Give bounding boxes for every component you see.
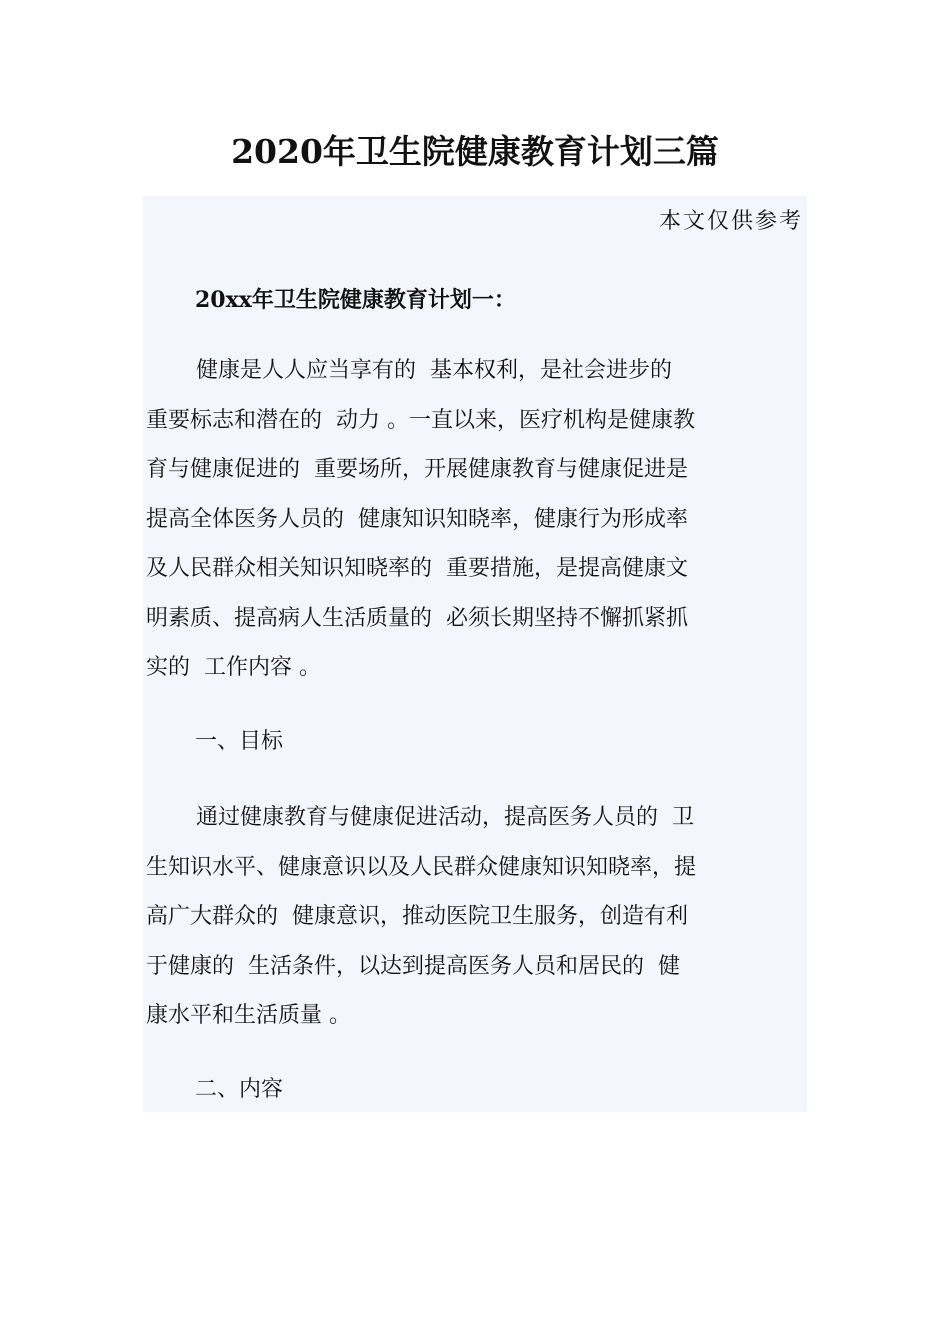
plan-heading: 20xx年卫生院健康教育计划一： (195, 287, 516, 313)
document-body (143, 196, 807, 1112)
disclaimer-note: 本文仅供参考 (658, 209, 803, 234)
paragraph-line: 重要标志和潜在的 动力 。一直以来，医疗机构是健康教 (146, 407, 695, 433)
paragraph-line: 生知识水平、健康意识以及人民群众健康知识知晓率，提 (146, 854, 697, 880)
paragraph-line: 康水平和生活质量 。 (146, 1003, 351, 1028)
paragraph-line: 及人民群众相关知识知晓率的 重要措施，是提高健康文 (146, 556, 688, 581)
paragraph-line: 明素质、提高病人生活质量的 必须长期坚持不懈抓紧抓 (146, 605, 688, 631)
goals-paragraph (146, 793, 804, 1041)
paragraph-line: 健康是人人应当享有的 基本权利，是社会进步的 (196, 358, 672, 383)
paragraph-line: 实的 工作内容 。 (146, 655, 321, 680)
paragraph-line: 育与健康促进的 重要场所，开展健康教育与健康促进是 (146, 457, 688, 482)
paragraph-line: 提高全体医务人员的 健康知识知晓率，健康行为形成率 (146, 506, 688, 532)
paragraph-line: 于健康的 生活条件，以达到提高医务人员和居民的 健 (146, 953, 680, 979)
section-heading-goals: 一、目标 (195, 729, 284, 754)
paragraph-line: 通过健康教育与健康促进活动，提高医务人员的 卫 (196, 805, 694, 830)
document-title: 2020年卫生院健康教育计划三篇 (231, 132, 719, 171)
paragraph-line: 高广大群众的 健康意识，推动医院卫生服务，创造有利 (146, 904, 688, 929)
intro-paragraph (146, 346, 804, 693)
section-heading-content: 二、内容 (195, 1077, 284, 1102)
